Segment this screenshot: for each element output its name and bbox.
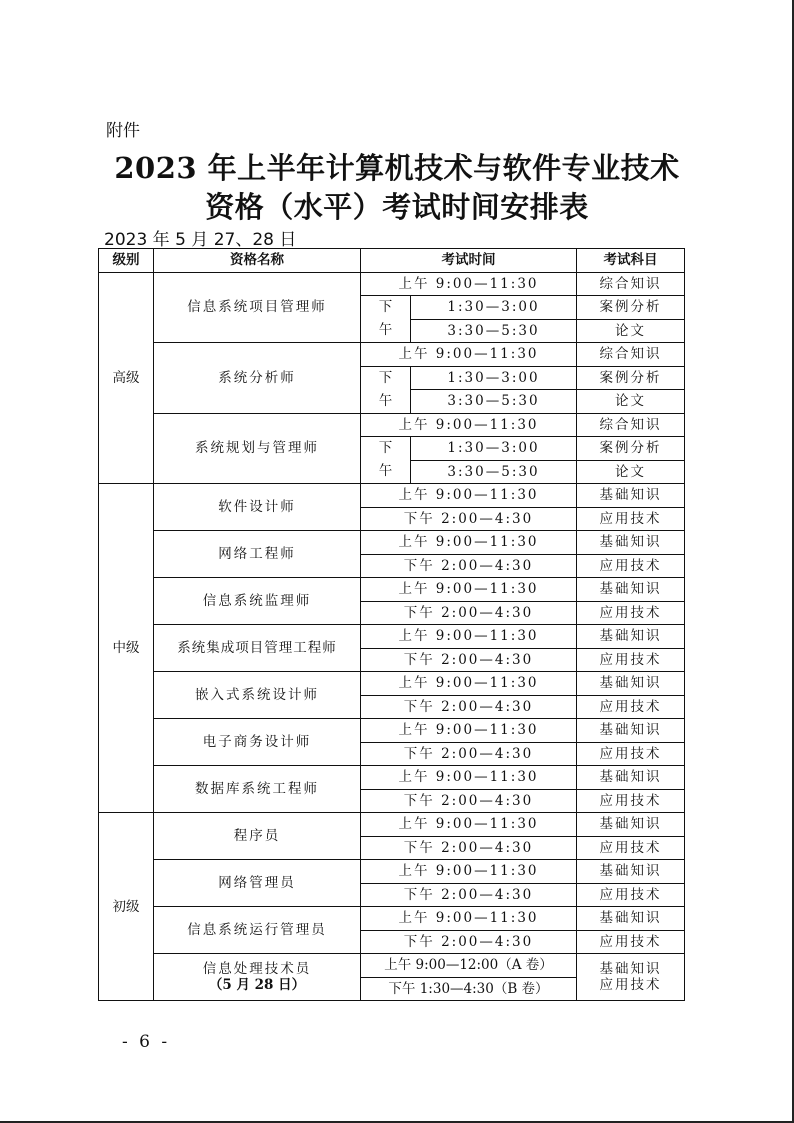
exam-subject: 基础知识 xyxy=(577,672,685,696)
exam-date: 2023 年 5 月 27、28 日 xyxy=(104,230,297,250)
level-cell-junior: 初级 xyxy=(99,813,154,1001)
exam-subject: 基础知识 xyxy=(577,907,685,931)
qualification-name: 嵌入式系统设计师 xyxy=(154,672,361,719)
exam-subject: 论文 xyxy=(577,390,685,414)
exam-time: 上午 9:00—11:30 xyxy=(361,272,577,296)
qualification-name: 网络管理员 xyxy=(154,860,361,907)
qualification-name: 信息系统监理师 xyxy=(154,578,361,625)
exam-subject: 应用技术 xyxy=(577,695,685,719)
exam-time: 3:30—5:30 xyxy=(411,319,577,343)
exam-subject: 基础知识 xyxy=(577,531,685,555)
exam-subject-special xyxy=(577,954,685,1001)
table-row xyxy=(99,813,685,837)
table-row xyxy=(99,672,685,696)
exam-subject: 综合知识 xyxy=(577,343,685,367)
exam-time: 1:30—3:00 xyxy=(411,296,577,320)
exam-time: 1:30—3:00 xyxy=(411,437,577,461)
exam-subject: 应用技术 xyxy=(577,836,685,860)
exam-time: 上午 9:00—11:30 xyxy=(361,578,577,602)
document-title-line1: 2023 年上半年计算机技术与软件专业技术 xyxy=(114,151,680,185)
exam-time: 3:30—5:30 xyxy=(411,460,577,484)
exam-time: 下午 2:00—4:30 xyxy=(361,507,577,531)
exam-subject: 基础知识 xyxy=(577,813,685,837)
exam-time: 下午 2:00—4:30 xyxy=(361,601,577,625)
exam-time: 下午 2:00—4:30 xyxy=(361,742,577,766)
exam-time: 上午 9:00—11:30 xyxy=(361,719,577,743)
table-row xyxy=(99,531,685,555)
table-row xyxy=(99,413,685,437)
table-row xyxy=(99,578,685,602)
exam-subject: 论文 xyxy=(577,319,685,343)
exam-subject: 应用技术 xyxy=(577,507,685,531)
exam-time: 上午 9:00—11:30 xyxy=(361,625,577,649)
table-header-row xyxy=(99,249,685,273)
qualification-name: 电子商务设计师 xyxy=(154,719,361,766)
table-row xyxy=(99,766,685,790)
special-qualification-date: （5 月 28 日） xyxy=(208,977,306,993)
page-number: - 6 - xyxy=(122,1032,171,1052)
table-row xyxy=(99,625,685,649)
exam-subject: 基础知识 xyxy=(577,484,685,508)
exam-time: 下午 2:00—4:30 xyxy=(361,695,577,719)
exam-subject: 案例分析 xyxy=(577,296,685,320)
exam-subject: 应用技术 xyxy=(577,648,685,672)
exam-time: 上午 9:00—11:30 xyxy=(361,672,577,696)
exam-subject: 综合知识 xyxy=(577,272,685,296)
exam-subject: 应用技术 xyxy=(577,789,685,813)
exam-subject: 应用技术 xyxy=(577,554,685,578)
qualification-name: 信息系统运行管理员 xyxy=(154,907,361,954)
exam-time: 上午 9:00—11:30 xyxy=(361,343,577,367)
exam-time: 上午 9:00—11:30 xyxy=(361,531,577,555)
exam-time: 下午 2:00—4:30 xyxy=(361,648,577,672)
exam-subject: 基础知识 xyxy=(577,860,685,884)
attachment-label: 附件 xyxy=(106,121,140,141)
exam-subject: 案例分析 xyxy=(577,366,685,390)
table-row xyxy=(99,484,685,508)
special-qualification-name: 信息处理技术员 xyxy=(202,961,312,977)
qualification-name: 程序员 xyxy=(154,813,361,860)
header-time: 考试时间 xyxy=(361,249,577,273)
exam-subject: 应用技术 xyxy=(577,742,685,766)
exam-time: 下午 1:30—4:30（B 卷） xyxy=(361,977,577,1001)
qualification-name: 系统规划与管理师 xyxy=(154,413,361,484)
afternoon-label xyxy=(361,296,411,343)
exam-subject: 基础知识 xyxy=(577,719,685,743)
exam-time: 下午 2:00—4:30 xyxy=(361,554,577,578)
exam-subject: 基础知识 xyxy=(577,625,685,649)
exam-time: 上午 9:00—11:30 xyxy=(361,766,577,790)
qualification-name: 信息系统项目管理师 xyxy=(154,272,361,343)
afternoon-label xyxy=(361,437,411,484)
qualification-name: 网络工程师 xyxy=(154,531,361,578)
exam-time: 3:30—5:30 xyxy=(411,390,577,414)
exam-subject: 应用技术 xyxy=(577,601,685,625)
table-row xyxy=(99,343,685,367)
afternoon-text: 下午 xyxy=(378,440,393,479)
qualification-name: 软件设计师 xyxy=(154,484,361,531)
exam-time: 上午 9:00—11:30 xyxy=(361,907,577,931)
table-row xyxy=(99,954,685,978)
document-title-line2: 资格（水平）考试时间安排表 xyxy=(205,190,589,224)
exam-subject: 案例分析 xyxy=(577,437,685,461)
exam-time: 1:30—3:00 xyxy=(411,366,577,390)
exam-time: 下午 2:00—4:30 xyxy=(361,883,577,907)
afternoon-text: 下午 xyxy=(378,369,393,409)
exam-subject: 基础知识 xyxy=(577,766,685,790)
exam-subject: 论文 xyxy=(577,460,685,484)
exam-time: 上午 9:00—11:30 xyxy=(361,413,577,437)
table-row xyxy=(99,272,685,296)
exam-time: 下午 2:00—4:30 xyxy=(361,789,577,813)
exam-subject: 应用技术 xyxy=(599,977,662,993)
exam-subject: 应用技术 xyxy=(577,930,685,954)
exam-time: 上午 9:00—12:00（A 卷） xyxy=(361,954,577,978)
qualification-name: 系统集成项目管理工程师 xyxy=(154,625,361,672)
table-row xyxy=(99,907,685,931)
header-qualification: 资格名称 xyxy=(154,249,361,273)
qualification-name: 系统分析师 xyxy=(154,343,361,414)
qualification-name: 数据库系统工程师 xyxy=(154,766,361,813)
exam-time: 上午 9:00—11:30 xyxy=(361,813,577,837)
header-subject: 考试科目 xyxy=(577,249,685,273)
exam-time: 上午 9:00—11:30 xyxy=(361,860,577,884)
exam-subject: 综合知识 xyxy=(577,413,685,437)
exam-time: 下午 2:00—4:30 xyxy=(361,930,577,954)
level-cell-advanced: 高级 xyxy=(99,272,154,484)
exam-schedule-table xyxy=(98,248,685,1001)
exam-time: 下午 2:00—4:30 xyxy=(361,836,577,860)
level-cell-intermediate: 中级 xyxy=(99,484,154,813)
exam-time: 上午 9:00—11:30 xyxy=(361,484,577,508)
table-row xyxy=(99,719,685,743)
header-level: 级别 xyxy=(99,249,154,273)
exam-subject: 基础知识 xyxy=(599,961,662,977)
afternoon-text: 下午 xyxy=(378,299,393,338)
table-row xyxy=(99,860,685,884)
afternoon-label xyxy=(361,366,411,413)
exam-subject: 基础知识 xyxy=(577,578,685,602)
qualification-name-special xyxy=(154,954,361,1001)
exam-subject: 应用技术 xyxy=(577,883,685,907)
